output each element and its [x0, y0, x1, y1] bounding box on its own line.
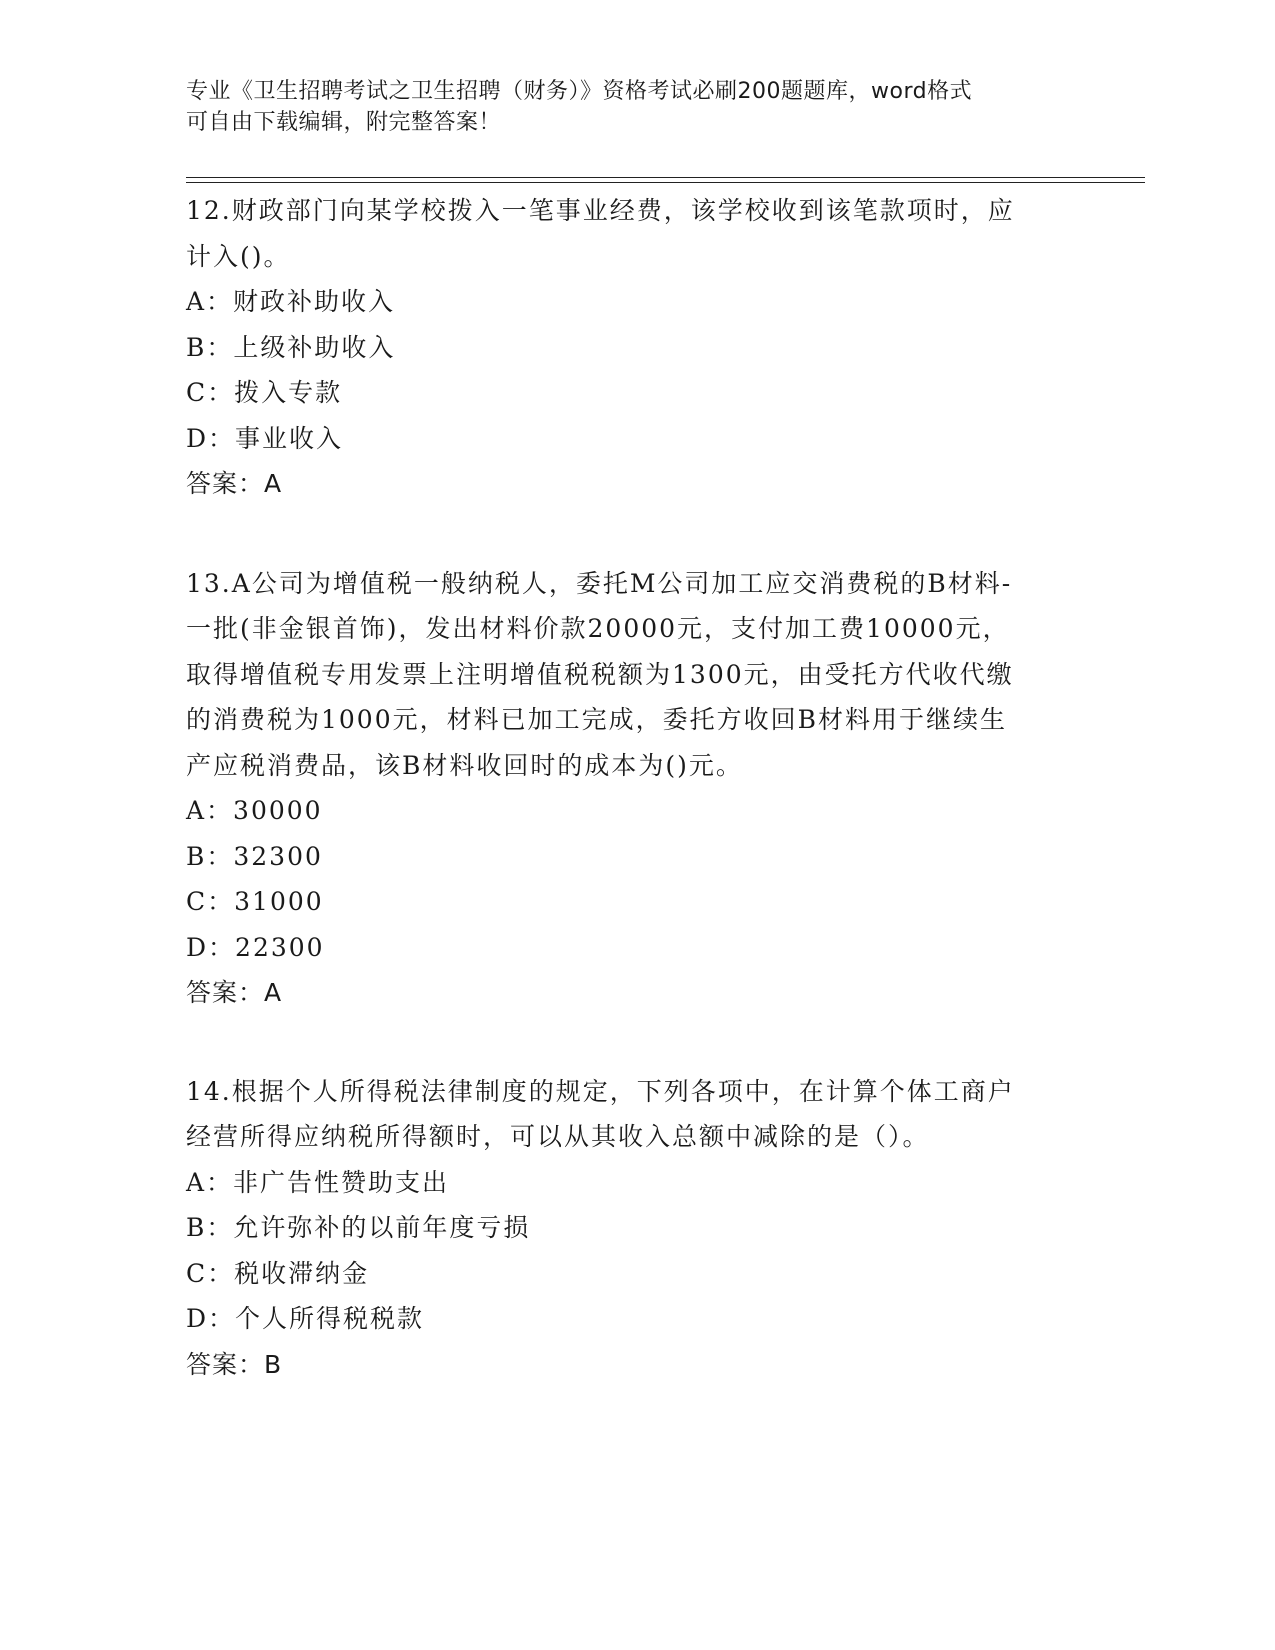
option-a: A：非广告性赞助支出 [186, 1167, 450, 1197]
question-14 [186, 1069, 1086, 1388]
question-list [186, 188, 1086, 1387]
stem-line: 13.A公司为增值税一般纳税人，委托M公司加工应交消费税的B材料- [186, 568, 1013, 598]
option-b: B：允许弥补的以前年度亏损 [186, 1213, 531, 1242]
stem-line: 经营所得应纳税所得额时，可以从其收入总额中减除的是（）。 [186, 1122, 930, 1151]
option-d: D：事业收入 [186, 423, 344, 453]
stem-line: 计入()。 [186, 241, 291, 271]
question-stem [186, 188, 1086, 279]
option-c: C：税收滞纳金 [186, 1258, 370, 1288]
answer-label: 答案：B [186, 1349, 283, 1379]
stem-line: 14.根据个人所得税法律制度的规定，下列各项中，在计算个体工商户 [186, 1076, 1015, 1106]
stem-line: 产应税消费品，该B材料收回时的成本为()元。 [186, 750, 743, 780]
header-divider-bottom [186, 182, 1145, 183]
option-b: B：32300 [186, 841, 323, 871]
question-stem [186, 1069, 1086, 1160]
option-d: D：22300 [186, 932, 325, 962]
answer-label: 答案：A [186, 469, 283, 498]
header-divider-top [186, 177, 1145, 178]
stem-line: 一批(非金银首饰)，发出材料价款20000元，支付加工费10000元， [186, 614, 1010, 643]
option-c: C：拨入专款 [186, 378, 343, 407]
option-c: C：31000 [186, 887, 324, 916]
option-a: A：财政补助收入 [186, 287, 396, 316]
option-d: D：个人所得税税款 [186, 1304, 425, 1333]
answer-label: 答案：A [186, 978, 283, 1007]
header-line: 专业《卫生招聘考试之卫生招聘（财务）》资格考试必刷200题题库，word格式 [186, 79, 973, 104]
question-12 [186, 188, 1086, 507]
option-a: A：30000 [186, 796, 323, 825]
question-stem [186, 561, 1086, 789]
option-b: B：上级补助收入 [186, 332, 396, 362]
document-header [186, 76, 1086, 138]
header-line: 可自由下载编辑，附完整答案！ [186, 110, 502, 135]
stem-line: 12.财政部门向某学校拨入一笔事业经费，该学校收到该笔款项时，应 [186, 196, 1015, 225]
question-13 [186, 561, 1086, 1016]
stem-line: 取得增值税专用发票上注明增值税税额为1300元，由受托方代收代缴 [186, 659, 1014, 689]
stem-line: 的消费税为1000元，材料已加工完成，委托方收回B材料用于继续生 [186, 705, 1007, 734]
